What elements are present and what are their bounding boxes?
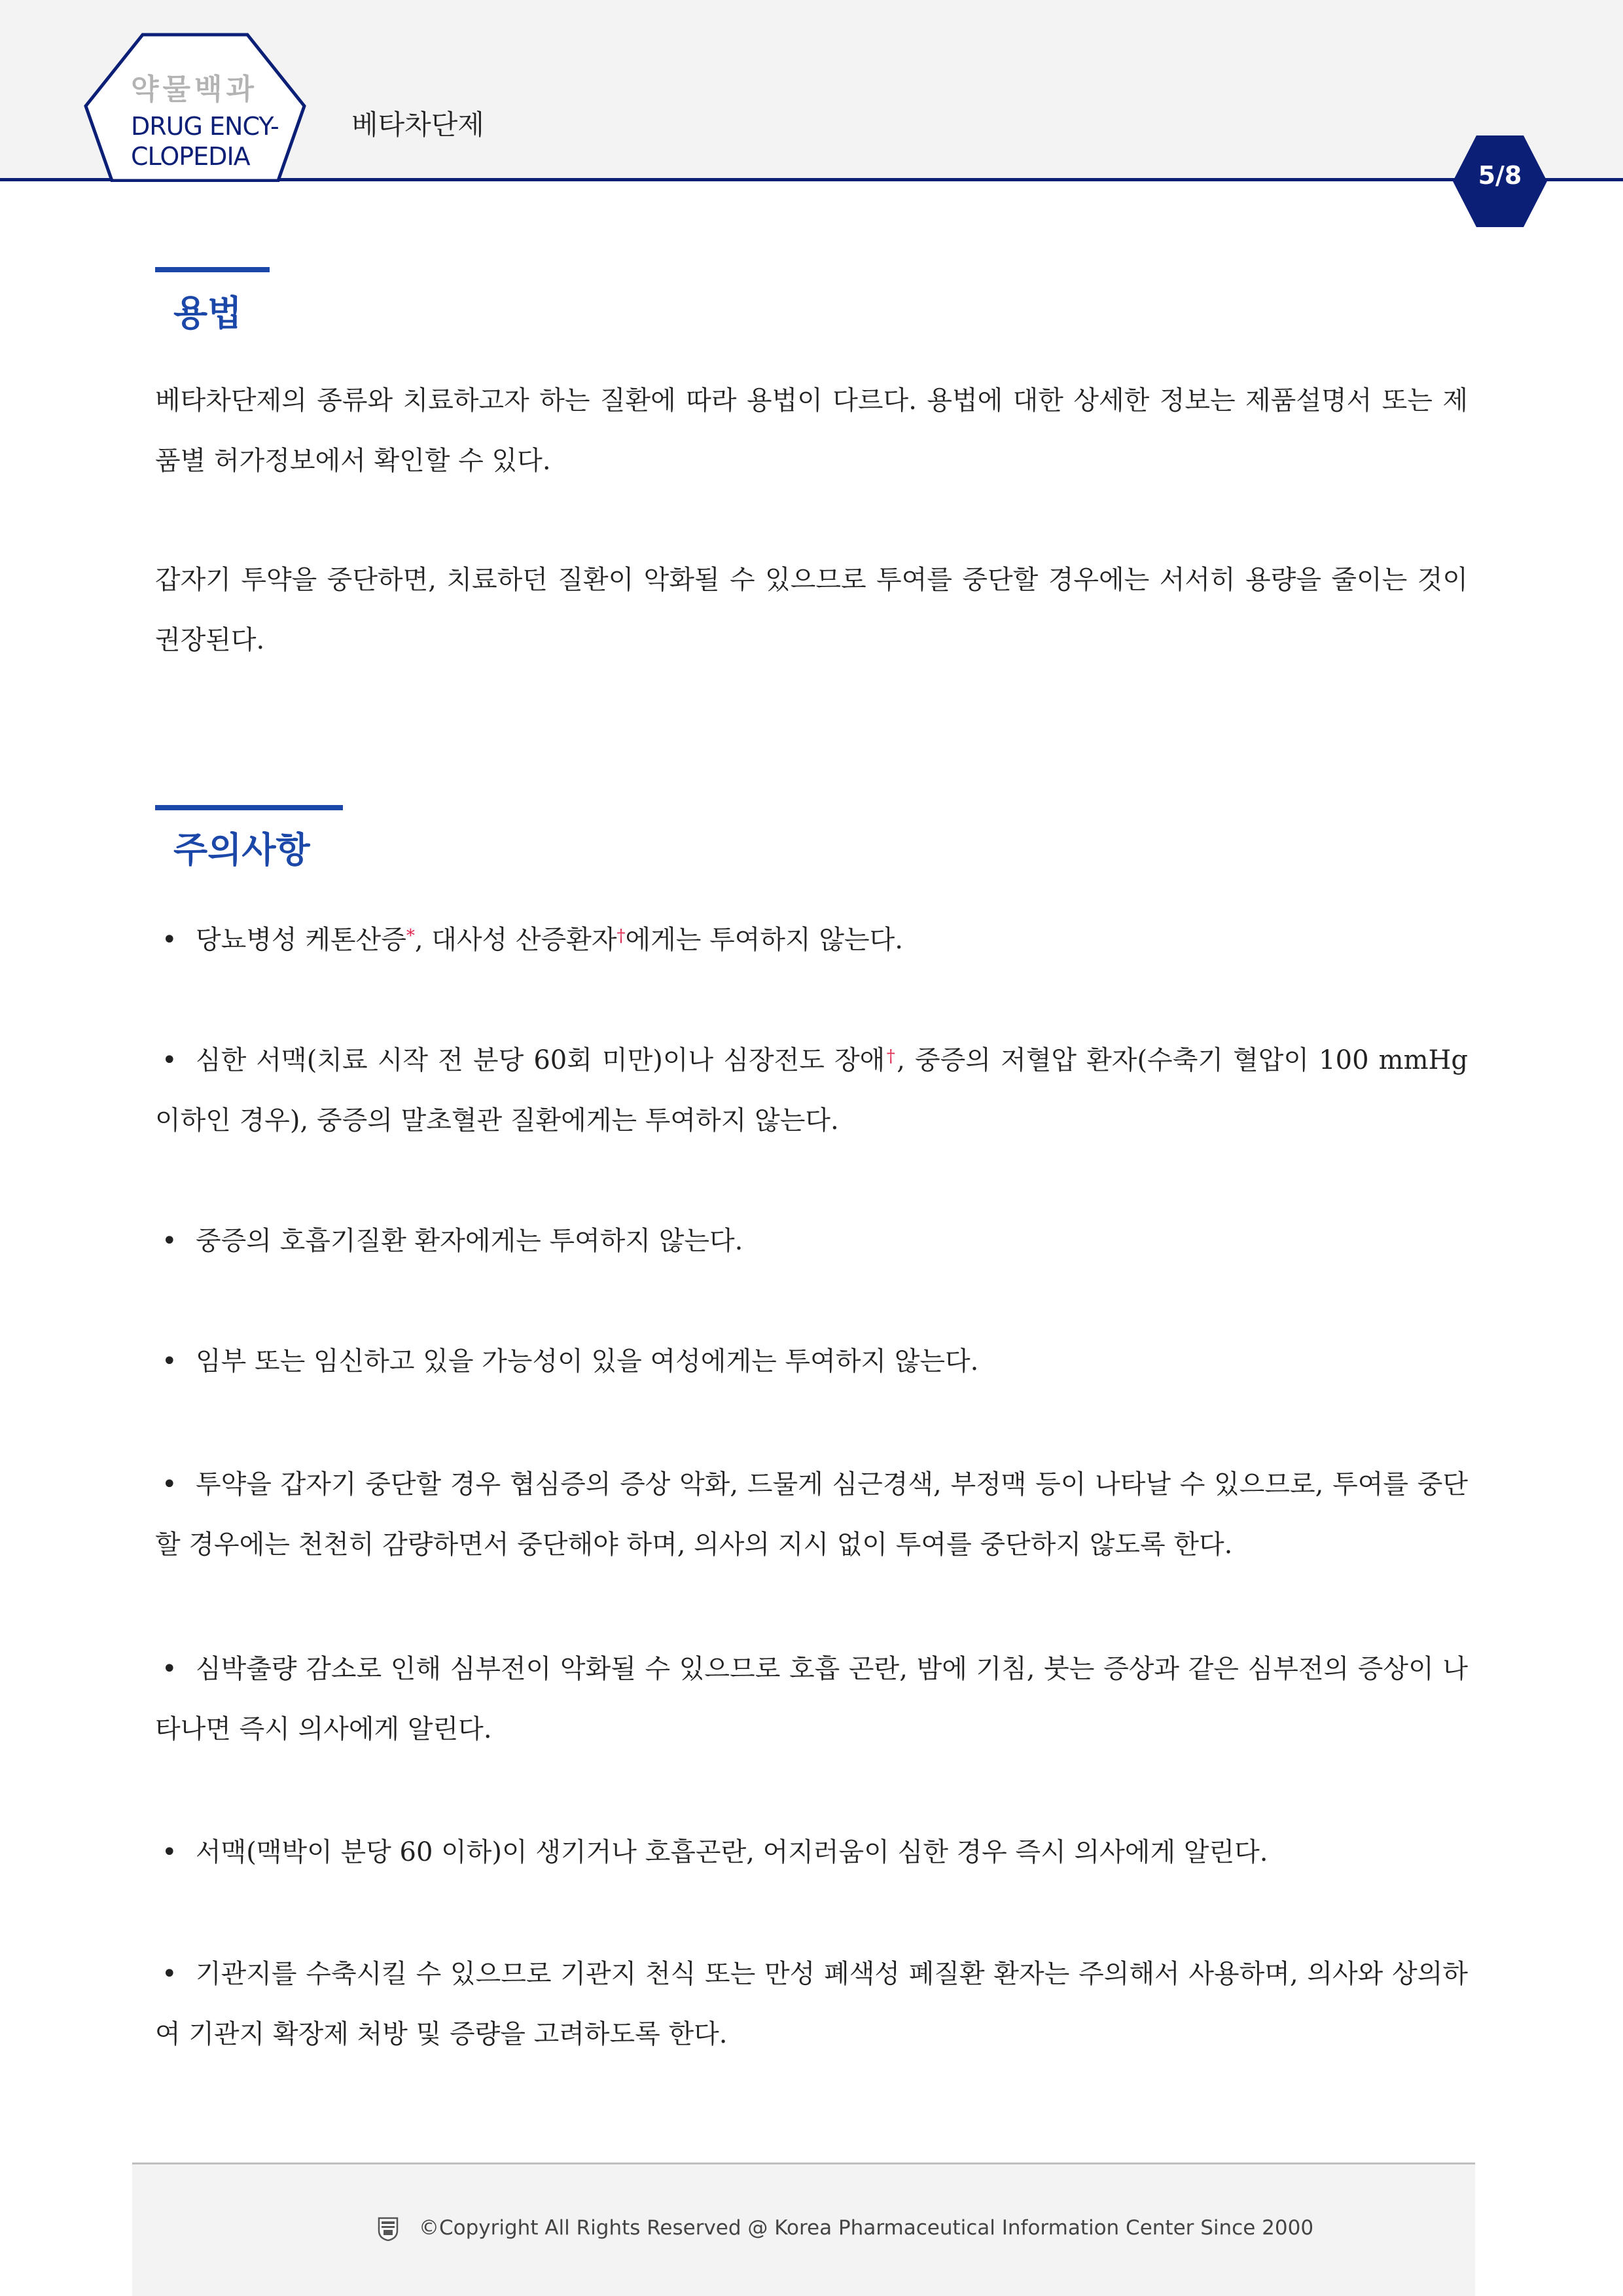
precaution-item: • 중증의 호흡기질환 환자에게는 투여하지 않는다. [155, 1211, 1468, 1271]
logo-english-line1: DRUG ENCY- [131, 112, 279, 141]
footer-rule [132, 2162, 1475, 2164]
precaution-item: • 임부 또는 임신하고 있을 가능성이 있을 여성에게는 투여하지 않는다. [155, 1331, 1468, 1391]
page-indicator: 5/8 [1478, 161, 1522, 190]
kpic-emblem-icon [377, 2216, 399, 2241]
precaution-item: • 투약을 갑자기 중단할 경우 협심증의 증상 악화, 드물게 심근경색, 부정맥 등이 나타날 수 있으므로, 투여를 중단할 경우에는 천천히 감량하면서 중단해야 하며, 의사의 지시 없이 투여를 중단하지 않도록 한다. [155, 1454, 1468, 1575]
bullet-dot: • [162, 1654, 177, 1684]
footnote-mark: † [885, 1047, 897, 1066]
precaution-item: • 심한 서맥(치료 시작 전 분당 60회 미만)이나 심장전도 장애†, 중증의 저혈압 환자(수축기 혈압이 100 mmHg 이하인 경우), 중증의 말초혈관 질환에게는 투여하지 않는다. [155, 1030, 1468, 1151]
section-title-dosage: 용법 [173, 293, 242, 334]
bullet-dot: • [162, 1045, 177, 1075]
bullet-dot: • [162, 1959, 177, 1989]
bullet-dot: • [162, 925, 177, 955]
document-title: 베타차단제 [351, 109, 484, 141]
dosage-paragraph-1: 베타차단제의 종류와 치료하고자 하는 질환에 따라 용법이 다르다. 용법에 대한 상세한 정보는 제품설명서 또는 제품별 허가정보에서 확인할 수 있다. [155, 386, 1468, 476]
bullet-dot: • [162, 1837, 177, 1867]
precaution-item: • 서맥(맥박이 분당 60 이하)이 생기거나 호흡곤란, 어지러움이 심한 경우 즉시 의사에게 알린다. [155, 1822, 1468, 1882]
bullet-dot: • [162, 1346, 177, 1376]
logo-english-line2: CLOPEDIA [131, 142, 250, 171]
dosage-paragraph-2: 갑자기 투약을 중단하면, 치료하던 질환이 악화될 수 있으므로 투여를 중단할 경우에는 서서히 용량을 줄이는 것이 권장된다. [155, 565, 1468, 655]
bullet-dot: • [162, 1469, 177, 1499]
footnote-mark: † [616, 926, 626, 946]
logo-korean: 약물백과 [131, 73, 259, 106]
logo-english [131, 111, 279, 171]
section-bar-precautions [155, 805, 343, 810]
precaution-item: • 심박출량 감소로 인해 심부전이 악화될 수 있으므로 호흡 곤란, 밤에 기침, 붓는 증상과 같은 심부전의 증상이 나타나면 즉시 의사에게 알린다. [155, 1639, 1468, 1759]
footer-copyright: ©Copyright All Rights Reserved @ Korea Pharmaceutical Information Center Since 2000 [419, 2216, 1314, 2240]
section-bar-dosage [155, 267, 270, 272]
section-title-precautions: 주의사항 [173, 829, 310, 870]
precaution-item: • 기관지를 수축시킬 수 있으므로 기관지 천식 또는 만성 폐색성 폐질환 환자는 주의해서 사용하며, 의사와 상의하여 기관지 확장제 처방 및 증량을 고려하도록 한다. [155, 1944, 1468, 2064]
precaution-item: • 당뇨병성 케톤산증*, 대사성 산증환자†에게는 투여하지 않는다. [155, 910, 1468, 970]
bullet-dot: • [162, 1226, 177, 1256]
footnote-mark: * [406, 926, 415, 946]
